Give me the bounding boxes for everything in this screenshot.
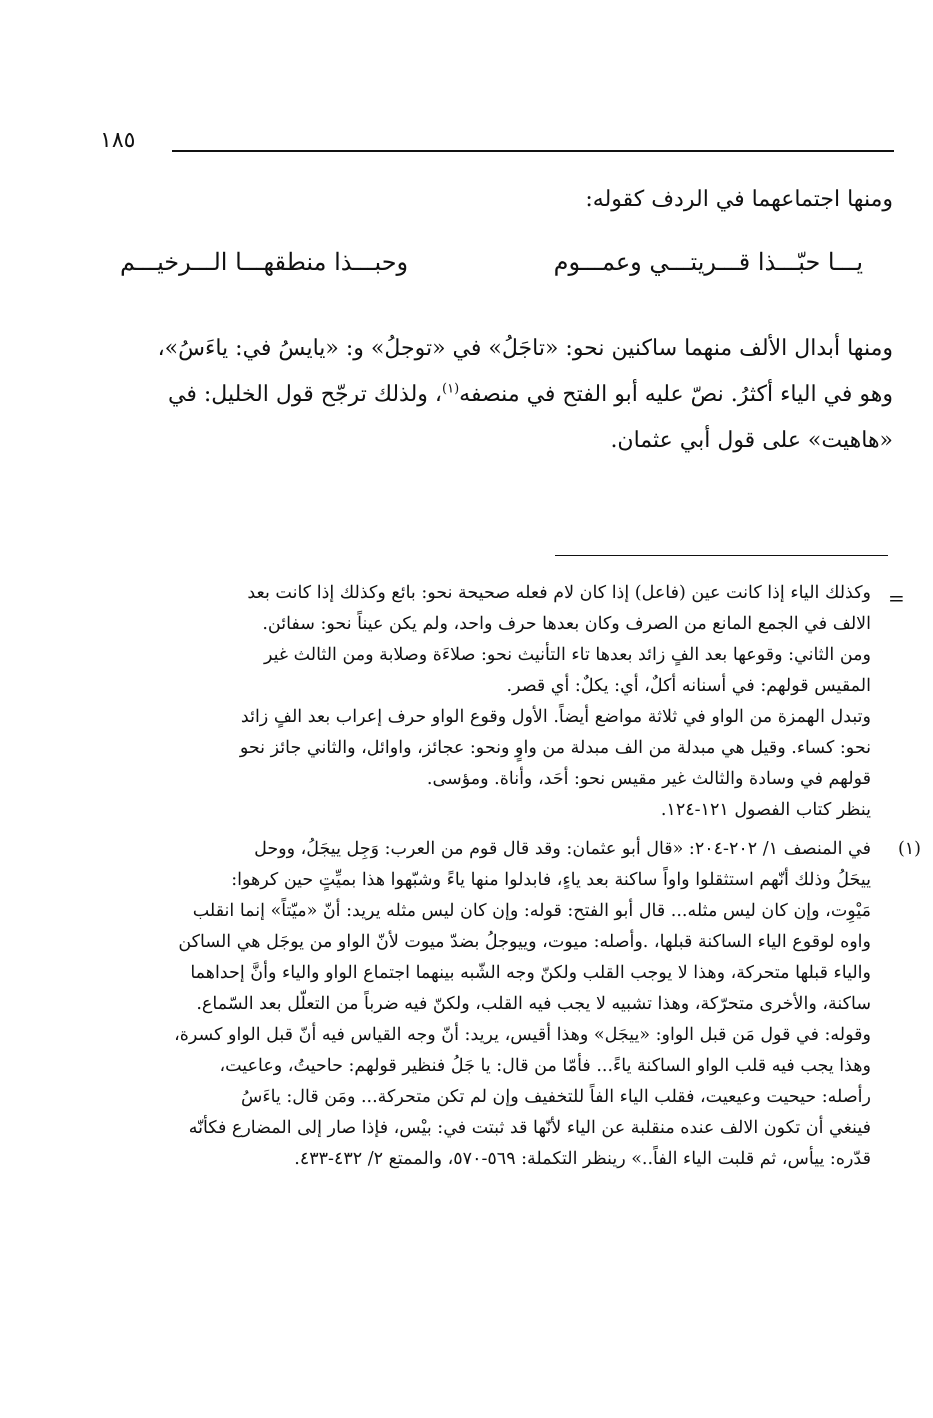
footnote-1 <box>66 834 921 1175</box>
footnote-line: ومن الثاني: وقوعها بعد الفٍ زائد بعدها تاء التأنيث نحو: صلاءَة وصلابة ومن الثالث غير <box>263 645 871 665</box>
footnote-line: ييحَلُ وذلك أنّهم استثقلوا واواً ساكنة بعد ياءٍ، فابدلوا منها ياءً وشبّهوا هذا بميِّتٍ حين كرهوا: <box>231 870 871 890</box>
paragraph-line <box>93 372 893 418</box>
footnote-line: ينظر كتاب الفصول ١٢١-١٢٤. <box>660 800 871 820</box>
footnote-line: قدّره: ييأس، ثم قلبت الياء الفاً..» رينظر التكملة: ٥٦٩-٥٧٠، والممتع ٢/ ٤٣٢-٤٣٣. <box>294 1149 871 1169</box>
verse-first-hemistich: يـــا حبّـــذا قـــريتـــي وعمـــوم <box>553 248 863 276</box>
verse-second-hemistich: وحبـــذا منطقهـــا الـــرخيـــم <box>120 248 409 276</box>
poetry-verse <box>40 248 893 298</box>
paragraph-line: ومنها أبدال الألف منهما ساكنين نحو: «تاجَلُ» في «توجلُ» و: «يايسُ في: ياءَسُ»، <box>157 336 893 361</box>
intro-line: ومنها اجتماعهما في الردف كقوله: <box>585 187 893 212</box>
footnote-line: قولهم في وسادة والثالث غير مقيس نحو: أحَد، وأناة. ومؤسى. <box>426 769 871 789</box>
footnote-line: وتبدل الهمزة من الواو في ثلاثة مواضع أيضاً. الأول وقوع الواو حرف إعراب بعد الفٍ زائد <box>240 707 871 727</box>
footnotes <box>66 578 921 1181</box>
footnote-line: وهذا يجب فيه قلب الواو الساكنة ياءً... فأمّا من قال: يا جَلُ فنظير قولهم: حاحيتُ، وعاعيت، <box>219 1056 871 1076</box>
footnote-line: نحو: كساء. وقيل هي مبدلة من الف مبدلة من واوٍ ونحو: عجائز، واوائل، والثاني جائز نحو <box>239 738 871 758</box>
footnote-line: في المنصف ١/ ٢٠٢-٢٠٤: «قال أبو عثمان: وقد قال قوم من العرب: وَجِل ييجَلُ، ووحل <box>254 839 871 859</box>
paragraph-text: وهو في الياء أكثرُ. نصّ عليه أبو الفتح في منصفه <box>459 382 893 407</box>
footnote-line: رأصله: حيحيت وعيعيت، فقلب الياء الفاً للتخفيف وإن لم تكن متحركة... ومَن قال: ياءَسُ <box>241 1087 871 1107</box>
footnote-line: الالف في الجمع المانع من الصرف وكان بعدها حرف واحد، ولم يكن عيناً نحو: سفائن. <box>262 614 871 634</box>
footnote-line: وقوله: في قول مَن قبل الواو: «ييجَل» وهذا أقيس، يريد: أنّ وجه القياس فيه أنّ قبل الواو كسرة، <box>174 1025 871 1045</box>
page-number: ١٨٥ <box>100 128 136 153</box>
continuation-mark: = <box>888 586 905 610</box>
footnote-continued <box>66 578 871 826</box>
paragraph-text: ، ولذلك ترجّح قول الخليل: في <box>168 382 443 407</box>
footnote-line: واوه لوقوع الياء الساكنة قبلها، .وأصله: ميوت، وييوجلُ بضدّ ميوت لأنّ الواو من يوجَل هي الساكن <box>178 932 871 952</box>
footnote-number: (١) <box>897 839 921 859</box>
footnote-line: فينغي أن تكون الالف عنده منقلبة عن الياء لأنّها قد ثبتت في: بيْس، فإذا صار إلى المضارع فكأنّه <box>188 1118 871 1138</box>
paragraph-line: «هاهيت» على قول أبي عثمان. <box>610 428 893 453</box>
footnote-separator <box>555 555 888 556</box>
main-paragraph <box>93 326 893 464</box>
footnote-line: ساكنة، والأخرى متحرّكة، وهذا تشبيه لا يجب فيه القلب، ولكنّ فيه ضرباً من التعلّل بعد السّماع. <box>196 994 871 1014</box>
footnote-line: والياء قبلها متحركة، وهذا لا يوجب القلب ولكنّ وجه الشّبه بينهما اجتماع الواو والياء وأنَّ إحداهما <box>190 963 871 983</box>
footnote-reference[interactable]: (١) <box>442 381 460 397</box>
footnote-line: المقيس قولهم: في أسنانه أكلٌ، أي: يكلٌ: أي قصر. <box>506 676 871 696</box>
footnote-line: وكذلك الياء إذا كانت عين (فاعل) إذا كان لام فعله صحيحة نحو: بائع وكذلك إذا كانت بعد <box>247 583 871 603</box>
footnote-line: مَيْوِت، وإن كان ليس مثله... قال أبو الفتح: قوله: وإن كان ليس مثله يريد: أنّ «ميّتاً» إنما انقلب <box>192 901 871 921</box>
header-rule <box>172 150 894 152</box>
